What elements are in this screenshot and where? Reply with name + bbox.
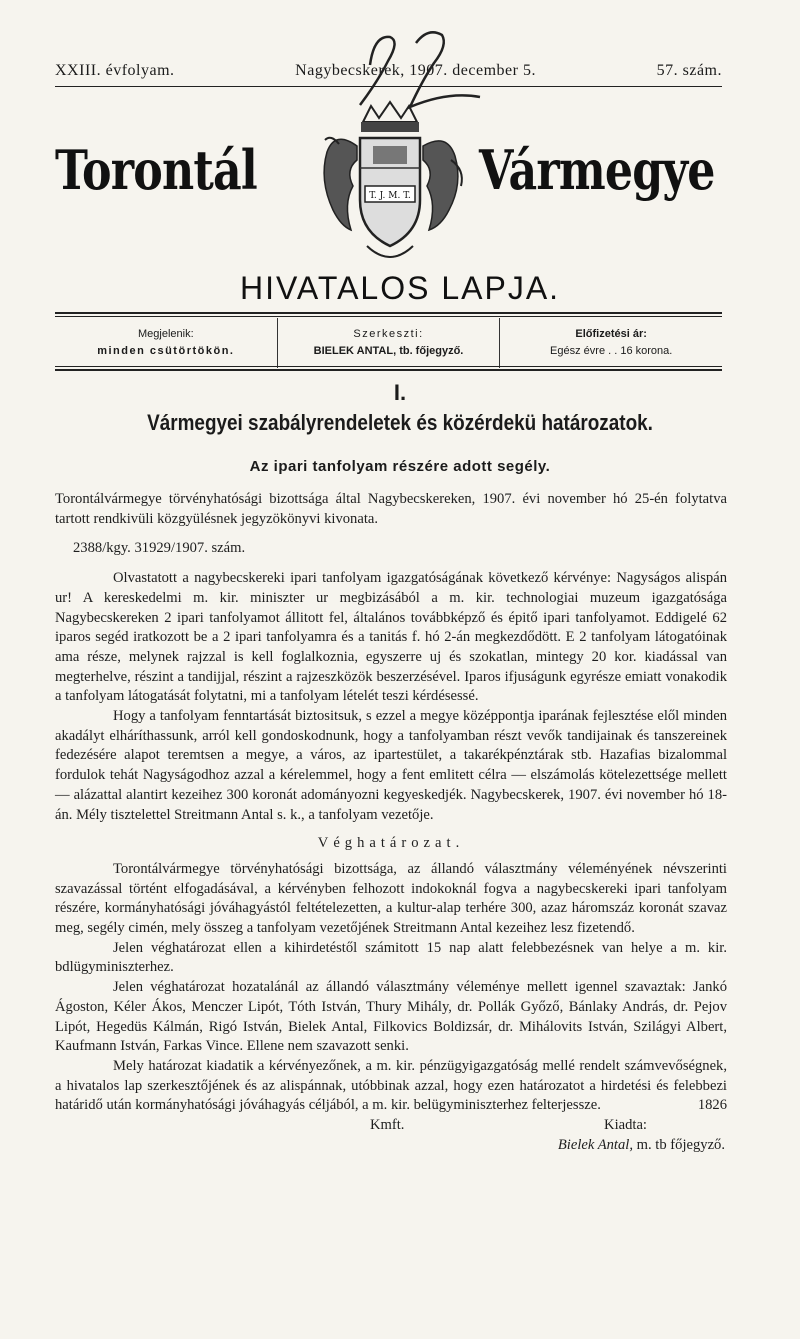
info-bottom-rule xyxy=(55,369,722,371)
article-subhead: Az ipari tanfolyam részére adott segély. xyxy=(249,458,551,475)
section-title: Vármegyei szabályrendeletek és közérdekü határozatok. xyxy=(147,410,653,435)
crest-label: T. J. M. T. xyxy=(369,191,411,201)
signer-name: Bielek Antal, xyxy=(557,1136,633,1153)
doc-number: 1826 xyxy=(697,1097,727,1114)
info-bottom-rule-thin xyxy=(55,366,722,367)
decision-title: Véghatározat. xyxy=(317,835,465,852)
info-price: Előfizetési ár: Egész évre . . 16 korona. xyxy=(499,318,722,368)
masthead xyxy=(55,100,722,270)
paragraph-distribution: Mely határozat kiadatik a kérvényezőnek, a m. kir. pénzügyigazgatóság mellé rendelt számvevőségnek, a hivatalos lap szerkesztőjének és az alispánnak, utóbbinak azzal, hogy ezen határozatot a hirdetési és felebbezi határidő után kormányhatósági jóváhagyás céljából, a m. kir. belügyminiszterhez felterjessze. 1826 xyxy=(55,1057,727,1116)
paragraph-petition: Olvastatott a nagybecskereki ipari tanfolyam igazgatóságának következő kérvénye: Nagyságos alispán ur! A kereskedelmi m. kir. miniszter ur megbizásából a m. kir. technologiai muzeum igazgatósága Nagybecskereken 2 ipari tanfolyamot állitott fel, általános továbbképző és épitő ipari tanfolyamot. Eddigelé 62 iparos segéd iratkozott be a 2 ipari tanfolyamra és a tanitás f. hó 2-án megkezdődött. E 2 tanfolyam látogatóinak ama része, melynek rajzzal is kell foglalkoznia, egyszerre uj és szokatlan, mintegy 20 kor. kiadással van megterhelve, részint a tandijjal, részint a rajzeszközök beszerzésével. Iparos ifjuságunk egyrésze emiatt vonakodik a tanfolyam látogatását folytatni, mi a tanfolyam lételét teszi kérdésessé. xyxy=(55,570,727,705)
signature-row xyxy=(55,1116,727,1136)
volume: XXIII. évfolyam. xyxy=(55,62,175,79)
info-top-rule-thin xyxy=(55,316,722,317)
signature xyxy=(55,1136,727,1156)
masthead-right: Vármegye xyxy=(479,138,715,202)
paragraph-appeal: Jelen véghatározat ellen a kihirdetéstől számitott 15 nap alatt felebbezésnek van helye a m. kir. bdlügyminiszterhez. xyxy=(55,939,727,976)
issue-header xyxy=(55,62,722,80)
issued-label: Kiadta: xyxy=(604,1117,647,1134)
header-rule xyxy=(55,86,722,87)
section-number: I. xyxy=(393,380,407,405)
article-body xyxy=(55,490,727,1156)
info-bar xyxy=(55,318,722,368)
coat-of-arms-icon xyxy=(305,100,475,270)
place-date: Nagybecskerek, 1907. december 5. xyxy=(295,62,536,79)
paragraph-request: Hogy a tanfolyam fenntartását biztositsuk, s ezzel a megye középpontja iparának fejlesztése elől minden akadályt elháríthassunk, arról kell gondoskodnunk, hogy a tanfolyamban részt vevők tandijainak és tanszereinek fedezésére alapot teremtsen a megye, a város, az ipartestület, a takarékpénztárak stb. Hazafias bizalommal fordulok tehát Nagyságodhoz azzal a kérelemmel, hogy a fent emlitett célra — elszámolás kötelezettsége mellett — alázattal alantirt kezeihez 300 koronát adományozni kegyeskedjék. Nagybecskerek, 1907. évi november hó 18-án. Mély tisztelettel Streitmann Antal s. k., a tanfolyam vezetője. xyxy=(55,708,727,823)
issue-number: 57. szám. xyxy=(656,62,722,79)
masthead-left: Torontál xyxy=(55,138,257,202)
reference-number: 2388/kgy. 31929/1907. szám. xyxy=(73,540,246,557)
paragraph-votes: Jelen véghatározat hozatalánál az állandó választmány véleménye mellett igennel szavaztak: Jankó Ágoston, Kéler Ákos, Menczer Lipót, Tóth István, Thury Mihály, dr. Pollák Győző, Bánlaky András, dr. Pejov Lipót, Hegedüs Kálmán, Rigó István, Bielek Antal, Filkovics Boldizsár, dr. Mihálovits István, Szilágyi Albert, Kaufmann István, Farkas Vince. Ellene nem szavazott senki. xyxy=(55,979,727,1055)
masthead-subtitle: HIVATALOS LAPJA. xyxy=(239,270,561,306)
kmft: Kmft. xyxy=(370,1117,405,1134)
info-top-rule xyxy=(55,312,722,314)
intro-paragraph: Torontálvármegye törvényhatósági bizottsága által Nagybecskereken, 1907. évi november hó 25-én folytatva tartott rendkivüli közgyülésnek jegyzökönyvi kivonata. xyxy=(55,491,727,527)
info-editor: Szerkeszti: BIELEK ANTAL, tb. főjegyző. xyxy=(277,318,500,368)
paragraph-decision: Torontálvármegye törvényhatósági bizottsága, az állandó választmány véleményének névszerinti szavazással történt elfogadásával, a kérvényben felhozott indokoknál fogva a nagybecskereki ipari tanfolyam részére, kormányhatósági jóváhagyástól feltételezetten, a kultur-alap terhére 300, azaz háromszáz koronát szavaz meg, segély cimén, mely összeg a tanfolyam vezetőjének Streitmann Antal kezeihez lesz fizetendő. xyxy=(55,860,727,937)
info-appears: Megjelenik: minden csütörtökön. xyxy=(97,328,235,357)
signer-title: m. tb főjegyző. xyxy=(636,1136,725,1153)
